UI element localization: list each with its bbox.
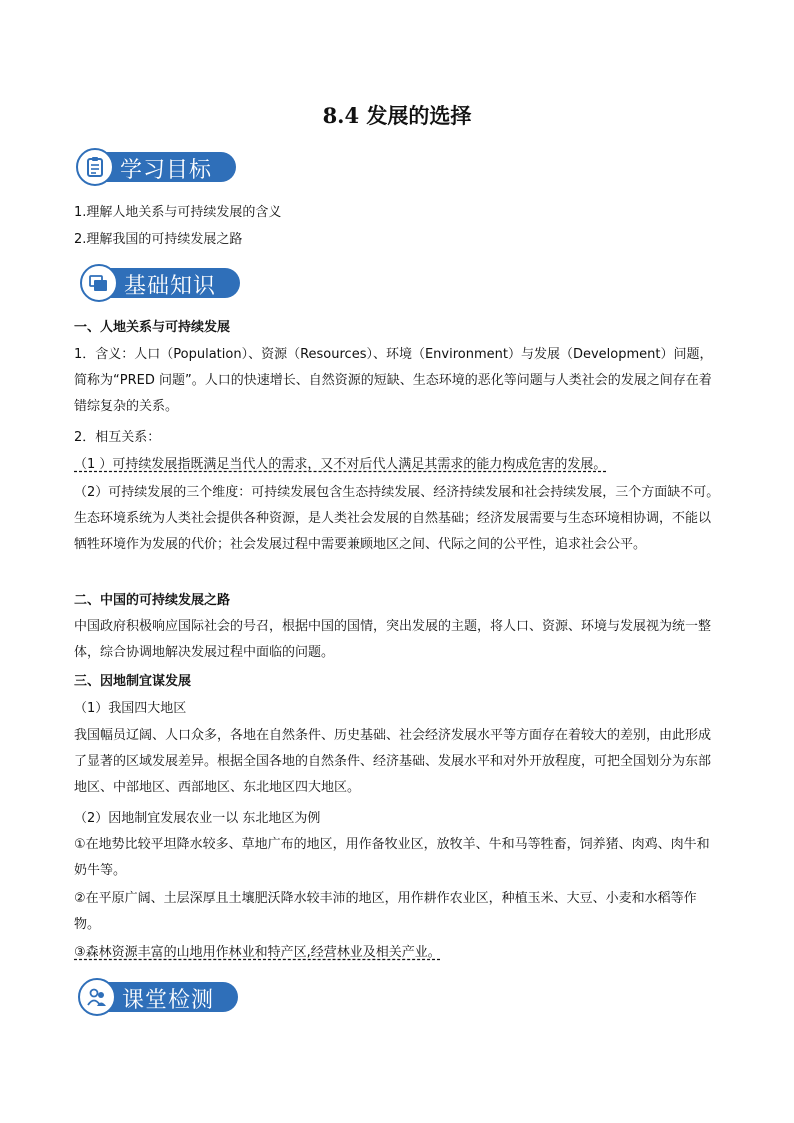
- clipboard-icon: [76, 148, 114, 186]
- paragraph: （1）我国四大地区: [74, 701, 187, 716]
- paragraph: ③森林资源丰富的山地用作林业和特产区,经营林业及相关产业。: [74, 945, 441, 960]
- knowledge-banner-label: 基础知识: [124, 274, 217, 299]
- page-title: 8.4 发展的选择: [322, 103, 472, 128]
- check-banner-label: 课堂检测: [122, 988, 215, 1013]
- paragraph: 我国幅员辽阔、人口众多，各地在自然条件、历史基础、社会经济发展水平等方面存在着较大的差别，由此形成了显著的区域发展差异。根据全国各地的自然条件、经济基础、发展水平和对外开放程度，可把全国划分为东部地区、中部地区、西部地区、东北地区四大地区。: [74, 728, 712, 795]
- people-icon: [78, 978, 116, 1016]
- objectives-banner: [76, 148, 236, 186]
- objectives-banner-label: 学习目标: [120, 158, 213, 183]
- folders-icon: [80, 264, 118, 302]
- check-banner: [78, 978, 238, 1016]
- objective-item: 1.理解人地关系与可持续发展的含义: [74, 205, 282, 220]
- paragraph: （1 ）可持续发展指既满足当代人的需求，又不对后代人满足其需求的能力构成危害的发展。: [74, 457, 607, 472]
- section-heading: 一、人地关系与可持续发展: [74, 320, 231, 335]
- paragraph: 2．相互关系：: [74, 430, 161, 445]
- paragraph: ②在平原广阔、土层深厚且土壤肥沃降水较丰沛的地区，用作耕作农业区，种植玉米、大豆、小麦和水稻等作物。: [74, 891, 697, 932]
- objective-item: 2.理解我国的可持续发展之路: [74, 232, 243, 247]
- knowledge-banner: [80, 264, 240, 302]
- paragraph: （2）可持续发展的三个维度：可持续发展包含生态持续发展、经济持续发展和社会持续发展，三个方面缺不可。生态环境系统为人类社会提供各种资源，是人类社会发展的自然基础；经济发展需要与生态环境相协调，不能以牺牲环境作为发展的代价；社会发展过程中需要兼顾地区之间、代际之间的公平性，追求社会公平。: [74, 485, 720, 552]
- section-heading: 二、中国的可持续发展之路: [74, 593, 231, 608]
- paragraph: 1．含义：人口（Population）、资源（Resources）、环境（Environment）与发展（Development）问题，简称为“PRED 问题”。人口的快速增长、自然资源的短缺、生态环境的恶化等问题与人类社会的发展之间存在着错综复杂的关系。: [74, 347, 713, 414]
- section-heading: 三、因地制宜谋发展: [74, 674, 192, 689]
- paragraph: ①在地势比较平坦降水较多、草地广布的地区，用作备牧业区，放牧羊、牛和马等牲畜，饲养猪、肉鸡、肉牛和奶牛等。: [74, 837, 710, 878]
- paragraph: 中国政府积极响应国际社会的号召，根据中国的国情，突出发展的主题，将人口、资源、环境与发展视为统一整体，综合协调地解决发展过程中面临的问题。: [74, 619, 712, 660]
- paragraph: （2）因地制宜发展农业一以 东北地区为例: [74, 811, 321, 826]
